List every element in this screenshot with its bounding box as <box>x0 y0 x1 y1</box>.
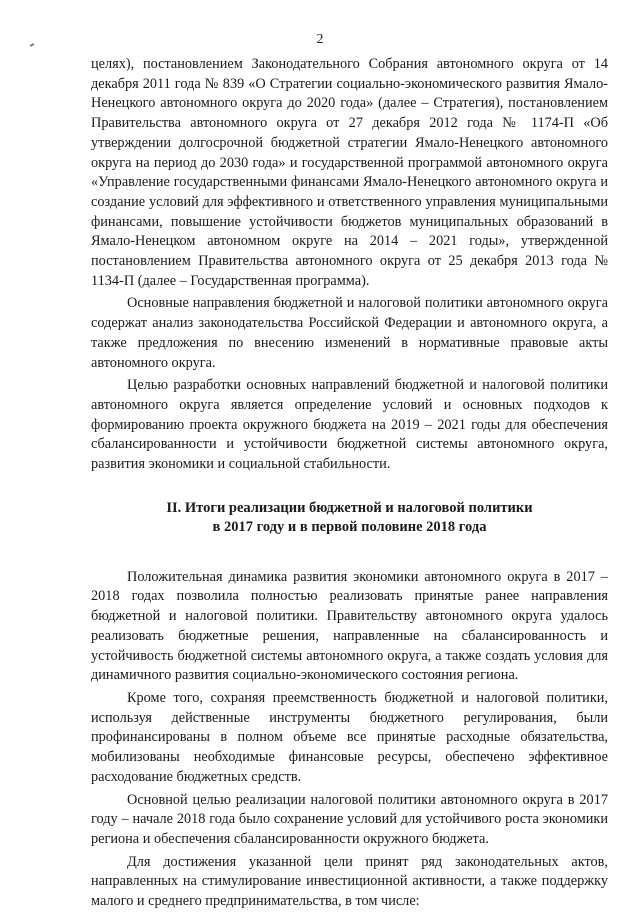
paragraph-dynamics: Положительная динамика развития экономики автономного округа в 2017 – 2018 годах позволила полностью реализовать принятые ранее направления бюджетной и налоговой политики. Правительству автономного округа удалось реализовать бюджетные решения, направленные на сбалансированность и устойчивость бюджетной системы автономного округа, а также создать условия для динамичного развития социально-экономического состояния региона. <box>91 568 608 684</box>
paragraph-legislative-acts: Для достижения указанной цели принят ряд законодательных актов, направленных на стимулирование инвестиционной активности, а также поддержку малого и среднего предпринимательства, в том числе: <box>91 853 608 910</box>
section-heading-line-1: II. Итоги реализации бюджетной и налоговой политики <box>166 499 533 516</box>
section-heading <box>91 499 608 537</box>
page-number: 2 <box>316 32 324 47</box>
paragraph-purpose: Целью разработки основных направлений бюджетной и налоговой политики автономного округа является определение условий и основных подходов к формированию проекта окружного бюджета на 2019 – 2021 годы для обеспечения сбалансированности и устойчивости бюджетной системы автономного округа, развития экономики и социальной стабильности. <box>91 377 608 473</box>
paragraph-continuation: целях), постановлением Законодательного Собрания автономного округа от 14 декабря 2011 года № 839 «О Стратегии социально-экономического развития Ямало-Ненецкого автономного округа до 2020 года» (далее – Стратегия), постановлением Правительства автономного округа от 27 декабря 2012 года № 1174-П «Об утверждении долгосрочной бюджетной стратегии Ямало-Ненецкого автономного округа на период до 2030 года» и государственной программой автономного округа «Управление государственными финансами Ямало-Ненецкого автономного округа и создание условий для эффективного и ответственного управления муниципальными финансами, повышение устойчивости бюджетов муниципальных образований в Ямало-Ненецком автономном округе на 2014 – 2021 годы», утвержденной постановлением Правительства автономного округа от 25 декабря 2013 года № 1134-П (далее – Государственная программа). <box>91 56 608 289</box>
paragraph-tax-goal: Основной целью реализации налоговой политики автономного округа в 2017 году – начале 2018 года было сохранение условий для устойчивого роста экономики региона и обеспечения сбалансированности окружного бюджета. <box>91 791 608 847</box>
paragraph-continuity: Кроме того, сохраняя преемственность бюджетной и налоговой политики, используя действенные инструменты бюджетного регулирования, были профинансированы в полном объеме все принятые расходные обязательства, мобилизованы необходимые финансовые ресурсы, обеспечено эффективное расходование бюджетных средств. <box>91 689 608 785</box>
section-heading-line-2: в 2017 году и в первой половине 2018 года <box>212 518 487 535</box>
paragraph-main-directions: Основные направления бюджетной и налоговой политики автономного округа содержат анализ законодательства Российской Федерации и автономного округа, а также предложения по внесению изменений в нормативные правовые акты автономного округа. <box>91 295 608 371</box>
document-body <box>91 55 608 912</box>
